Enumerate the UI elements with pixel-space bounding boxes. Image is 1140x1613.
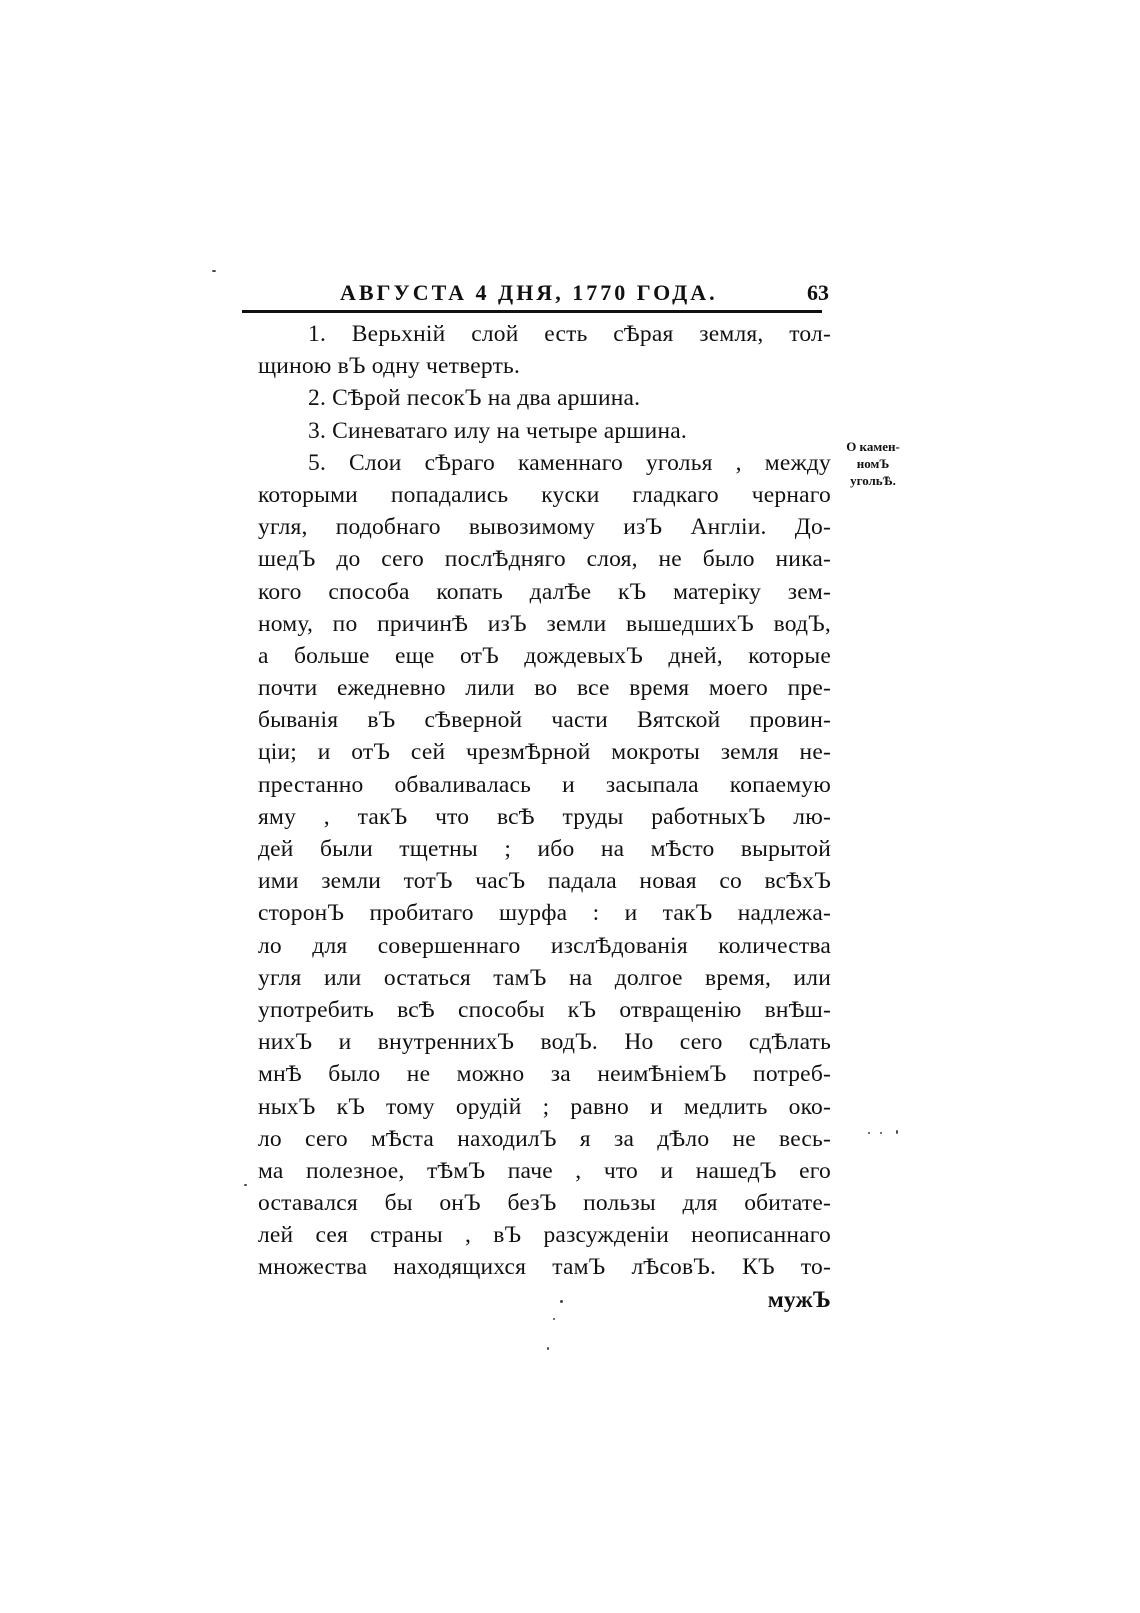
text-line: престанно обваливалась и засыпала копаемую [258,771,831,798]
print-speck [547,1347,549,1350]
margin-note [842,438,904,489]
text-line: ими земли тотЪ часЪ падала новая со всѢхЪ [258,868,831,895]
text-line: ло сего мѢста находилЪ я за дѢло не весь- [258,1125,831,1152]
text-line: дей были тщетны ; ибо на мѢсто вырытой [258,836,831,862]
text-line: ныхЪ кЪ тому орудій ; равно и медлить око- [258,1093,831,1120]
print-speck [880,1132,882,1134]
text-line: 2. СѢрой песокЪ на два аршина. [308,385,641,412]
text-line: мнѢ было не можно за неимѢніемЪ потреб- [258,1061,831,1088]
text-line: 5. Слои сѢраго каменнаго уголья , между [308,449,831,476]
running-title: АВГУСТА 4 ДНЯ, 1770 ГОДА. [340,280,718,305]
margin-note-line: номЪ [856,456,890,471]
text-line: ному, по причинѢ изЪ земли вышедшихЪ водЪ, [258,610,831,637]
text-line: яму , такЪ что всѢ труды работныхЪ лю- [258,803,831,830]
body-text [258,318,831,1316]
text-line: лей сея страны , вЪ разсужденіи неописаннаго [258,1222,831,1249]
text-line: нихЪ и внутреннихЪ водЪ. Но сего сдѢлать [258,1029,831,1056]
text-line: оставался бы онЪ безЪ пользы для обитате- [258,1190,831,1217]
text-line: а больше еще отЪ дождевыхЪ дней, которые [258,642,831,669]
print-speck [560,1300,563,1303]
text-line: быванія вЪ сѢверной части Вятской провин- [258,707,831,734]
text-line: угля или остаться тамЪ на долгое время, или [258,964,831,991]
text-line: угля, подобнаго вывозимому изЪ Англіи. До- [258,514,831,541]
text-line: почти ежедневно лили во все время моего пре- [258,675,831,702]
text-line: щиною вЪ одну четверть. [258,353,521,380]
print-speck [896,1130,898,1134]
text-line: множества находящихся тамЪ лѢсовЪ. КЪ то- [258,1254,831,1281]
print-speck [212,270,216,272]
margin-note-line: угольѢ. [850,473,896,488]
page-number: 63 [807,280,829,305]
text-line: шедЪ до сего послѢдняго слоя, не было ника- [258,546,831,573]
text-line: употребить всѢ способы кЪ отвращенію внѢш- [258,996,831,1023]
text-line: ціи; и отЪ сей чрезмѢрной мокроты земля не- [258,739,831,766]
catchword: мужЪ [767,1286,831,1313]
text-line: которыми попадались куски гладкаго чернаго [258,481,831,508]
print-speck [868,1132,870,1134]
text-line: ло для совершеннаго изслѢдованія количества [258,932,831,959]
print-speck [244,1184,247,1186]
text-line: 1. Верьхній слой есть сѢрая земля, тол- [308,321,831,347]
header-rule [242,310,822,313]
text-line: сторонЪ пробитаго шурфа : и такЪ надлежа- [258,900,831,927]
print-speck [553,1318,555,1320]
text-line: 3. Синеватаго илу на четыре аршина. [308,417,687,444]
text-line: ма полезное, тѢмЪ паче , что и нашедЪ его [258,1157,831,1184]
page-header [242,270,837,316]
text-line: кого способа копать далѢе кЪ матерiку зем- [258,578,831,605]
margin-note-line: О камен- [846,439,900,454]
